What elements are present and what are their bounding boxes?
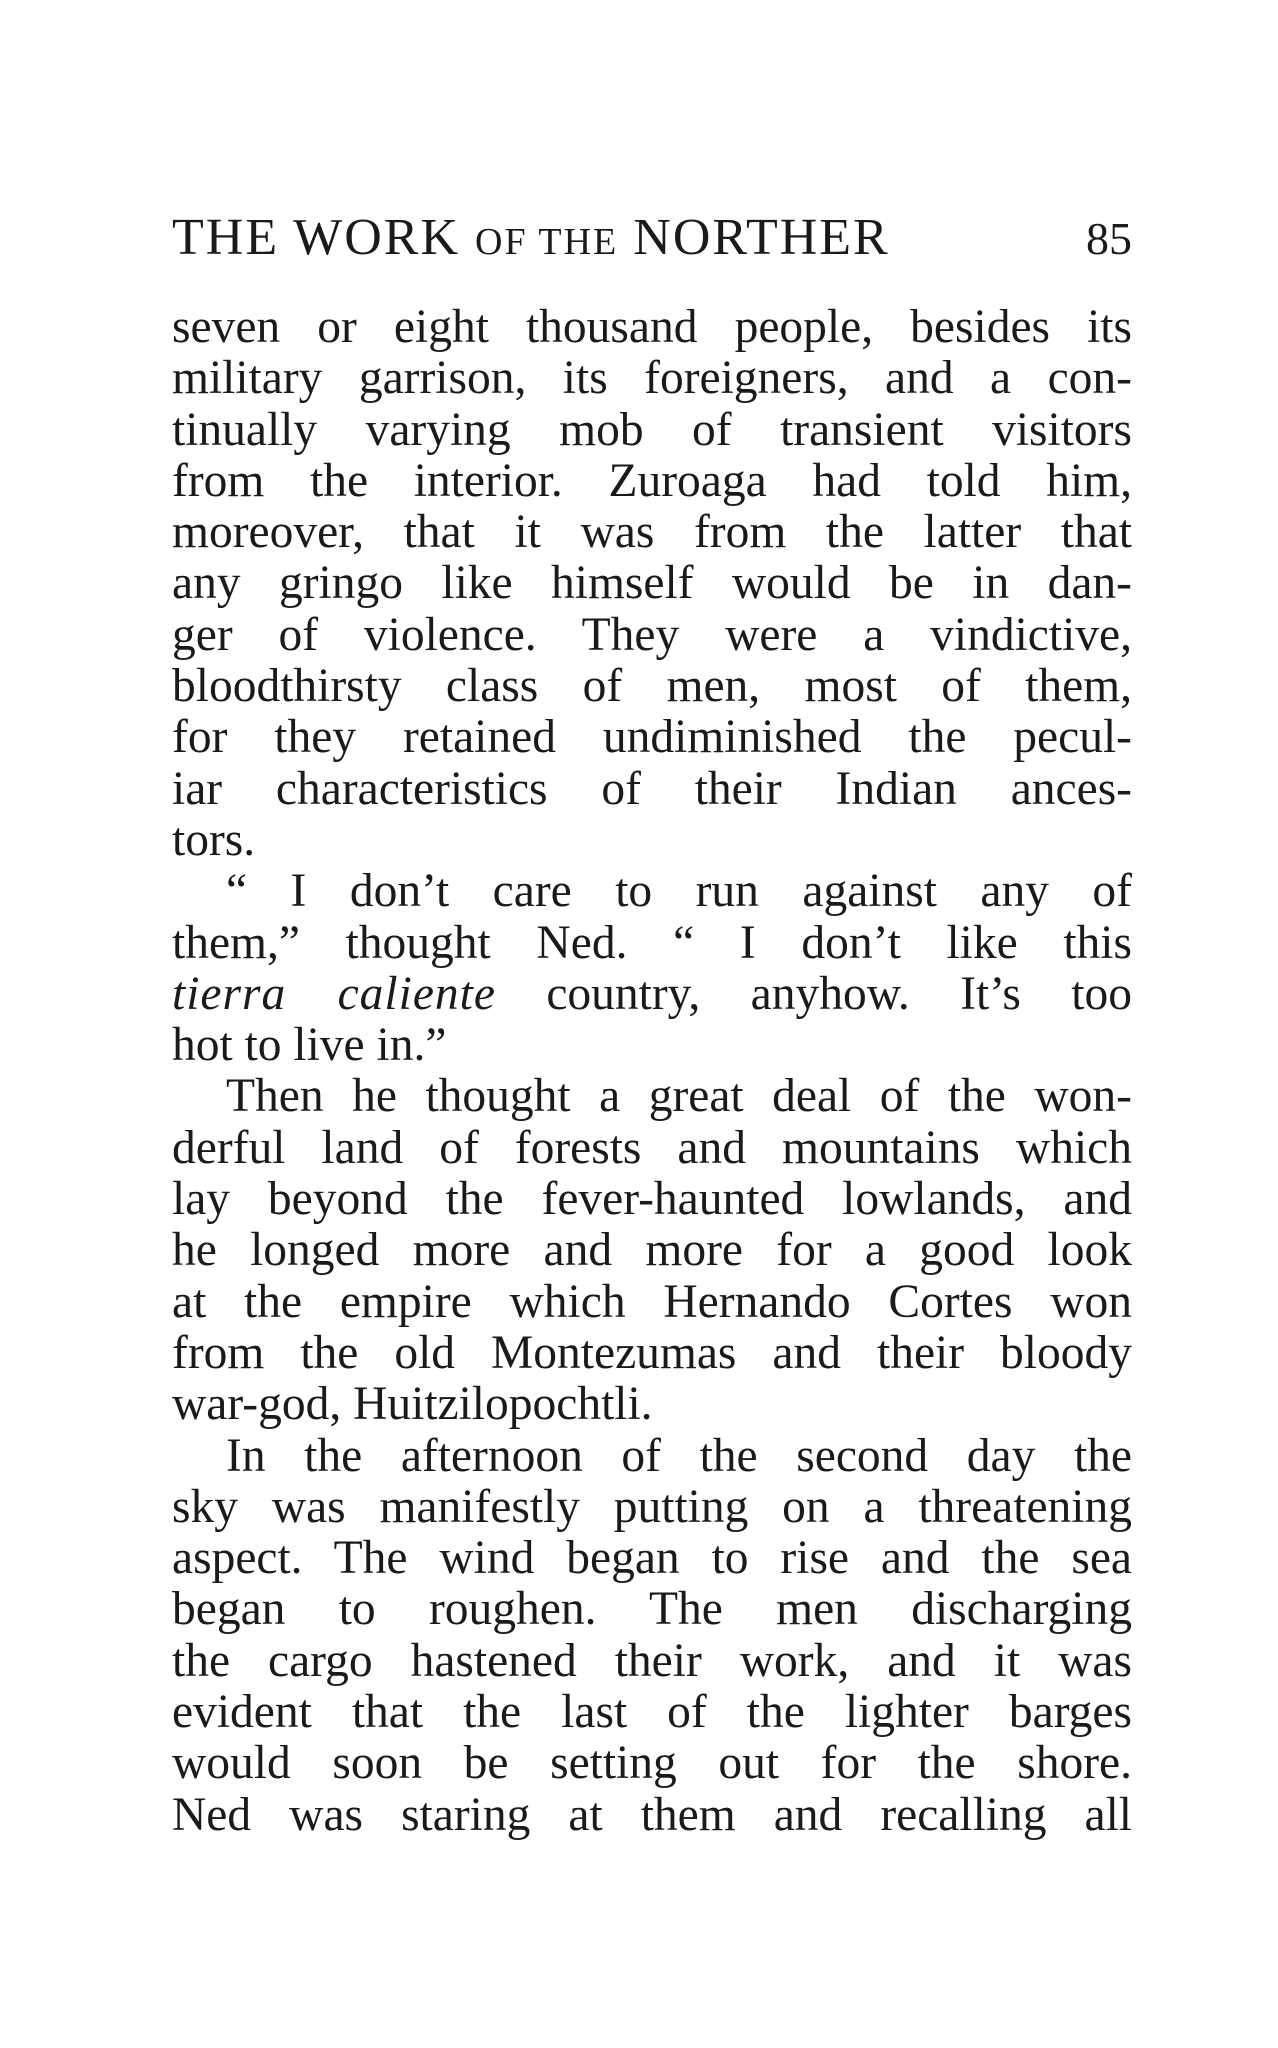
text-line-mixed [172,969,1132,1020]
italic-phrase: tierra caliente [172,967,496,1020]
text-line: from the old Montezumas and their bloody [172,1326,1132,1379]
text-line: the cargo hastened their work, and it was [172,1634,1132,1687]
text-line: would soon be setting out for the shore. [172,1737,1132,1790]
running-head-title-part-3: NORTHER [618,209,890,266]
text-line: sky was manifestly putting on a threatening [172,1480,1132,1533]
text-line: for they retained undiminished the pecul- [172,711,1132,764]
text-line: seven or eight thousand people, besides its [172,301,1132,353]
text-line: Then he thought a great deal of the won- [226,1070,1132,1123]
running-head-title-part-2: OF THE [475,221,619,263]
book-page [172,209,1132,1841]
paragraph-1 [172,302,1132,866]
text-line: lay beyond the fever-haunted lowlands, and [172,1173,1132,1226]
text-line: hot to live in.” [172,1019,447,1072]
text-line: aspect. The wind began to rise and the sea [172,1532,1132,1585]
paragraph-2 [172,866,1132,1071]
running-head-title [172,209,890,268]
text-fragment: country, anyhow. It’s too [495,967,1132,1020]
text-line: war-god, Huitzilopochtli. [172,1378,653,1431]
text-line: tinually varying mob of transient visitors [172,403,1132,456]
text-line: military garrison, its foreigners, and a con- [172,352,1132,405]
text-line: at the empire which Hernando Cortes won [172,1275,1132,1328]
text-line: Ned was staring at them and recalling all [172,1788,1132,1841]
text-line: moreover, that it was from the latter that [172,506,1132,559]
text-line: from the interior. Zuroaga had told him, [172,454,1132,507]
text-line: bloodthirsty class of men, most of them, [172,660,1132,713]
text-line: “ I don’t care to run against any of [226,865,1132,918]
running-head-title-part-1: THE WORK [172,209,476,266]
paragraph-3 [172,1071,1132,1430]
text-line: evident that the last of the lighter barges [172,1686,1132,1739]
text-line: ger of violence. They were a vindictive, [172,608,1132,661]
text-line: any gringo like himself would be in dan- [172,557,1132,610]
paragraph-4 [172,1431,1132,1841]
text-line: began to roughen. The men discharging [172,1583,1132,1636]
text-line: them,” thought Ned. “ I don’t like this [172,916,1132,969]
running-head [172,209,1132,302]
text-line: tors. [172,813,256,866]
text-line: iar characteristics of their Indian ances- [172,762,1132,815]
page-number: 85 [1086,213,1132,264]
body-text [172,302,1132,1841]
text-line: derful land of forests and mountains which [172,1121,1132,1174]
text-line: he longed more and more for a good look [172,1224,1132,1277]
text-line: In the afternoon of the second day the [226,1429,1132,1482]
